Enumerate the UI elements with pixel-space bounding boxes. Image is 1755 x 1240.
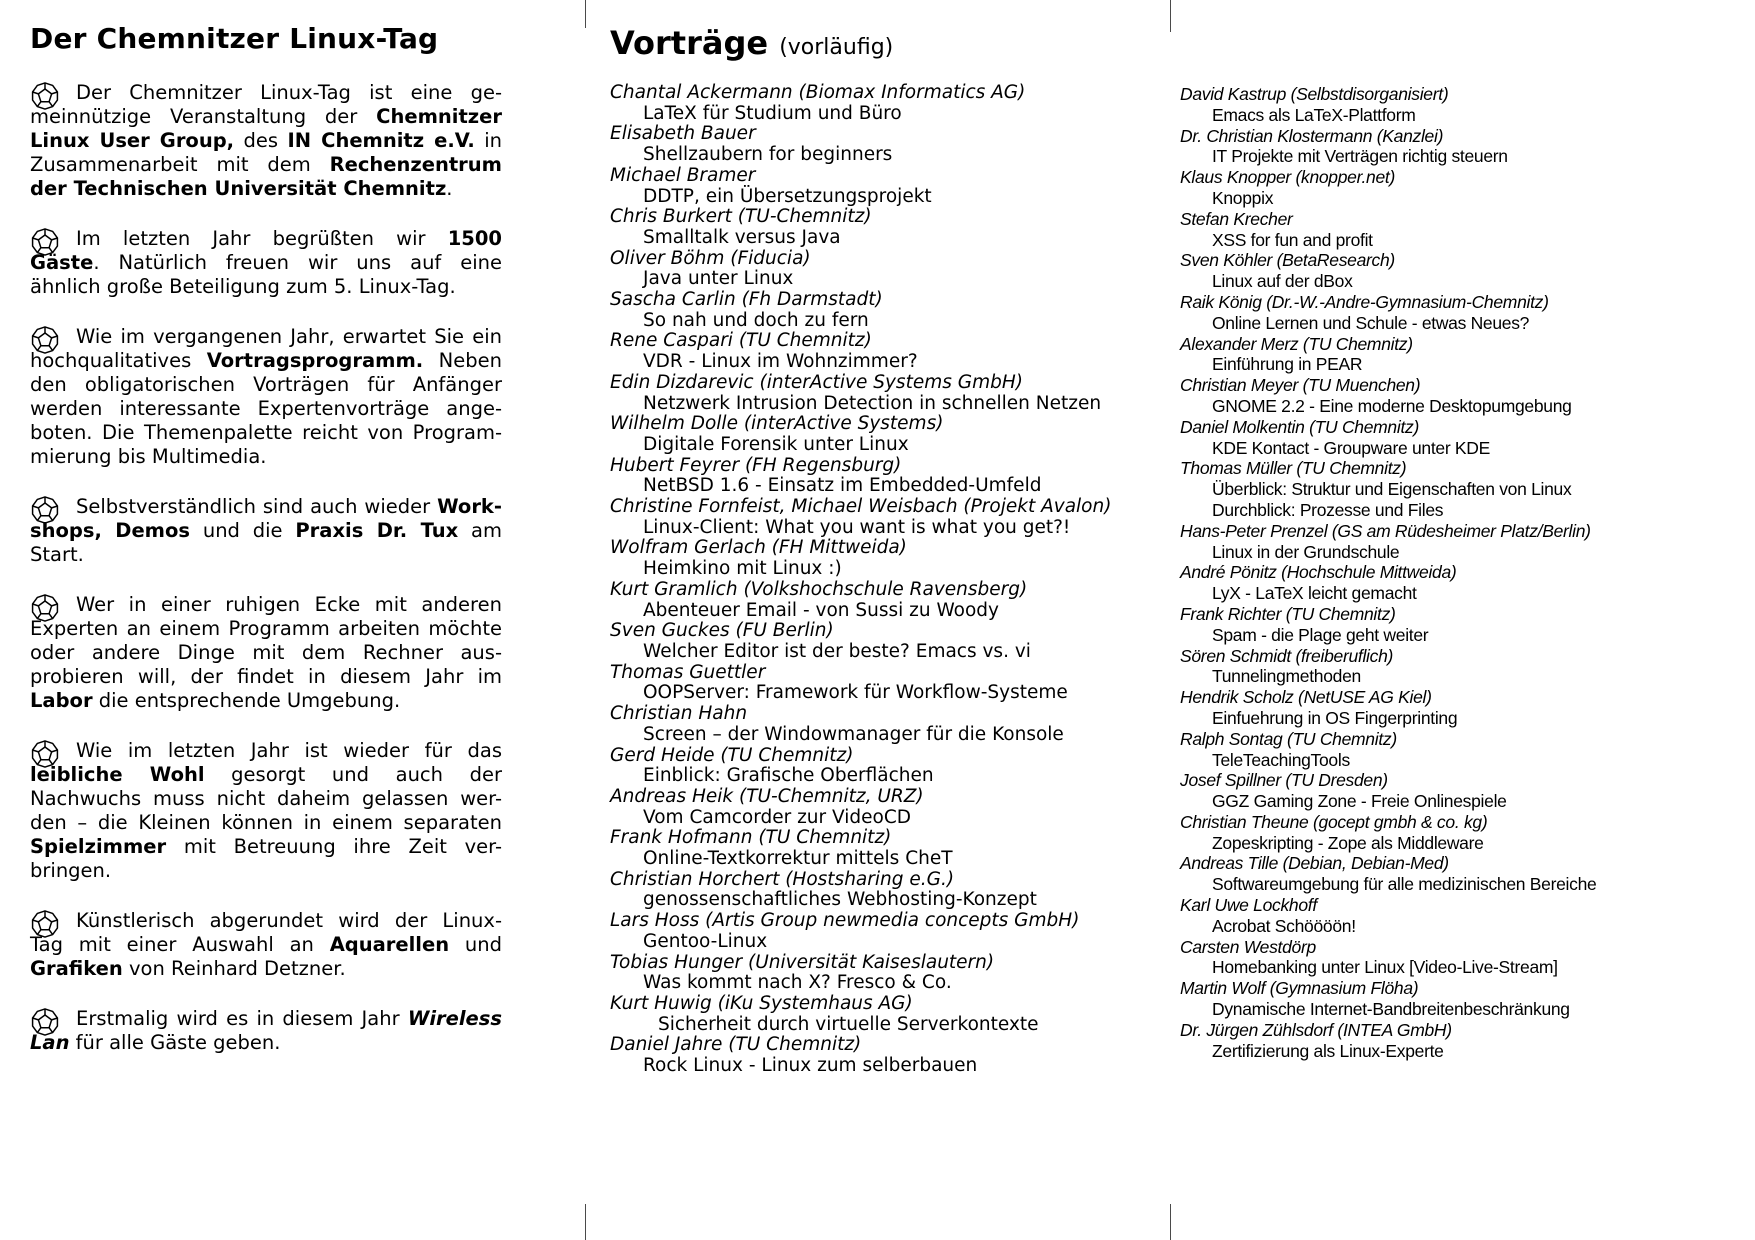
intro-paragraphs	[30, 81, 502, 1055]
talk-title: genossenschaftliches Webhosting-Konzept	[643, 889, 1037, 911]
paragraph-line	[30, 957, 502, 981]
talk-speaker: Hendrik Scholz (NetUSE AG Kiel)	[1180, 687, 1432, 708]
talks-heading-main: Vorträge	[610, 24, 769, 62]
talk-speaker: Sascha Carlin (Fh Darmstadt)	[610, 289, 883, 311]
text-segment: Der Chemnitzer Linux-Tag ist eine ge-	[76, 81, 502, 104]
paragraph-line	[30, 81, 502, 105]
paragraph-line	[30, 739, 502, 763]
talk-title: Smalltalk versus Java	[643, 226, 841, 248]
paragraph-line	[30, 495, 502, 519]
text-segment: die entsprechende Umgebung.	[92, 689, 401, 712]
talk-title: Sicherheit durch virtuelle Serverkontexte	[658, 1013, 1039, 1035]
talk-speaker: Kurt Huwig (iKu Systemhaus AG)	[610, 992, 913, 1014]
talk-speaker: Sven Köhler (BetaResearch)	[1180, 250, 1395, 271]
text-segment: hochqualitatives	[30, 349, 207, 372]
talk-title: Einblick: Grafische Oberflächen	[643, 765, 934, 787]
text-segment: Tag mit einer Auswahl an	[30, 933, 330, 956]
talk-title: IT Projekte mit Verträgen richtig steuern	[1212, 146, 1508, 167]
talk-speaker: Karl Uwe Lockhoff	[1180, 895, 1317, 916]
text-segment: Spielzimmer	[30, 835, 167, 858]
talks-column-1	[610, 24, 1130, 1077]
paragraph-line	[30, 1007, 502, 1031]
text-segment: Rechenzentrum	[329, 153, 502, 176]
talk-speaker: Carsten Westdörp	[1180, 936, 1316, 957]
talk-speaker: Hans-Peter Prenzel (GS am Rüdesheimer Platz/Berlin)	[1180, 520, 1591, 541]
talk-title: Rock Linux - Linux zum selberbauen	[643, 1055, 978, 1077]
paragraph-line	[30, 421, 502, 445]
dodecahedron-bullet-icon	[30, 496, 60, 528]
talk-speaker: Wolfram Gerlach (FH Mittweida)	[610, 537, 907, 559]
talk-speaker: André Pönitz (Hochschule Mittweida)	[1180, 562, 1457, 583]
talk-title: Linux in der Grundschule	[1212, 541, 1400, 562]
text-segment: Experten an einem Programm arbeiten möchte	[30, 617, 502, 640]
paragraph-line	[30, 373, 502, 397]
talk-title: Knoppix	[1212, 187, 1274, 208]
text-segment: den – die Kleinen können in einem separaten	[30, 811, 502, 834]
dodecahedron-bullet-icon	[30, 740, 60, 772]
paragraph-line	[30, 811, 502, 835]
paragraph-line	[30, 763, 502, 787]
paragraph-line	[30, 641, 502, 665]
dodecahedron-bullet-icon	[30, 228, 60, 260]
text-segment: 1500	[447, 227, 502, 250]
talk-speaker: Andreas Heik (TU-Chemnitz, URZ)	[610, 785, 924, 807]
talks-column-2	[1180, 84, 1745, 1061]
text-segment: meinnützige Veranstaltung der	[30, 105, 377, 128]
talk-title: Homebanking unter Linux [Video-Live-Stream]	[1212, 957, 1558, 978]
talk-title: LyX - LaTeX leicht gemacht	[1212, 583, 1417, 604]
paragraph-line	[30, 275, 502, 299]
talk-speaker: Christian Theune (gocept gmbh & co. kg)	[1180, 811, 1488, 832]
talk-speaker: Andreas Tille (Debian, Debian-Med)	[1180, 853, 1449, 874]
talk-title: Screen – der Windowmanager für die Konsole	[643, 723, 1064, 745]
intro-paragraph	[30, 1007, 502, 1055]
paragraph-line	[30, 835, 502, 859]
text-segment: IN Chemnitz e.V.	[287, 129, 475, 152]
text-segment: Erstmalig wird es in diesem Jahr	[76, 1007, 408, 1030]
talk-speaker: Tobias Hunger (Universität Kaiseslautern)	[610, 951, 995, 973]
talk-speaker: Sören Schmidt (freiberuflich)	[1180, 645, 1394, 666]
talk-title: Digitale Forensik unter Linux	[643, 433, 909, 455]
talk-title: Online Lernen und Schule - etwas Neues?	[1212, 312, 1530, 333]
text-segment: Nachwuchs muss nicht daheim gelassen wer-	[30, 787, 502, 810]
talk-title: DDTP, ein Übersetzungsprojekt	[643, 185, 932, 207]
talk-title: Zertifizierung als Linux-Experte	[1212, 1040, 1444, 1061]
paragraph-line	[30, 153, 502, 177]
talk-title: XSS for fun and profit	[1212, 229, 1373, 250]
talk-title: Vom Camcorder zur VideoCD	[643, 806, 912, 828]
talk-speaker: Edin Dizdarevic (interActive Systems GmbH)	[610, 371, 1023, 393]
text-segment: Wer in einer ruhigen Ecke mit anderen	[76, 593, 502, 616]
paragraph-line	[30, 251, 502, 275]
talk-speaker: Martin Wolf (Gymnasium Flöha)	[1180, 978, 1419, 999]
paragraph-line	[30, 177, 502, 201]
talk-title: TeleTeachingTools	[1212, 749, 1350, 770]
talk-title: Linux-Client: What you want is what you get?!	[643, 516, 1071, 538]
talk-title: GNOME 2.2 - Eine moderne Desktopumgebung	[1212, 395, 1572, 416]
talk-speaker: Raik König (Dr.-W.-Andre-Gymnasium-Chemnitz)	[1180, 291, 1549, 312]
talk-title: LaTeX für Studium und Büro	[643, 102, 902, 124]
talk-title: Abenteuer Email - von Sussi zu Woody	[643, 599, 999, 621]
talk-speaker: Rene Caspari (TU Chemnitz)	[610, 330, 872, 352]
text-segment: Selbstverständlich sind auch wieder	[76, 495, 438, 518]
talks-heading-suffix: (vorläufig)	[779, 35, 894, 60]
text-segment: Wie im letzten Jahr ist wieder für das	[76, 739, 502, 762]
intro-paragraph	[30, 593, 502, 713]
text-segment: leibliche Wohl	[30, 763, 205, 786]
talk-title: Gentoo-Linux	[643, 930, 768, 952]
talk-speaker: Frank Richter (TU Chemnitz)	[1180, 603, 1396, 624]
talk-speaker: Sven Guckes (FU Berlin)	[610, 620, 834, 642]
paragraph-line	[30, 859, 502, 883]
talk-speaker: Thomas Guettler	[610, 661, 766, 683]
text-segment: probieren will, der findet in diesem Jahr im	[30, 665, 502, 688]
text-segment: des	[234, 129, 288, 152]
talk-speaker: Michael Bramer	[610, 164, 756, 186]
talk-title: Online-Textkorrektur mittels CheT	[643, 848, 953, 870]
fold-mark-bottom-left	[585, 1204, 586, 1240]
text-segment: Aquarellen	[329, 933, 450, 956]
text-segment: Chemnitzer	[376, 105, 502, 128]
talk-title: OOPServer: Framework für Workflow-Systeme	[643, 682, 1068, 704]
text-segment: Neben	[423, 349, 502, 372]
dodecahedron-bullet-icon	[30, 82, 60, 114]
text-segment: Im letzten Jahr begrüßten wir	[76, 227, 448, 250]
text-segment: Wireless	[407, 1007, 502, 1030]
talk-speaker: Wilhelm Dolle (interActive Systems)	[610, 413, 944, 435]
talk-speaker: David Kastrup (Selbstdisorganisiert)	[1180, 84, 1449, 104]
text-segment: .	[446, 177, 453, 200]
paragraph-line	[30, 787, 502, 811]
text-segment: oder andere Dinge mit dem Rechner aus-	[30, 641, 502, 664]
talk-speaker: Elisabeth Bauer	[610, 123, 756, 145]
text-segment: und die	[190, 519, 296, 542]
paragraph-line	[30, 933, 502, 957]
talk-speaker: Lars Hoss (Artis Group newmedia concepts GmbH)	[610, 910, 1080, 932]
talk-title: NetBSD 1.6 - Einsatz im Embedded-Umfeld	[643, 475, 1042, 497]
text-segment: shops, Demos	[30, 519, 191, 542]
talk-speaker: Daniel Jahre (TU Chemnitz)	[610, 1034, 862, 1056]
talk-title: Linux auf der dBox	[1212, 271, 1353, 292]
text-segment: der Technischen Universität Chemnitz	[30, 177, 447, 200]
text-segment: Start.	[30, 543, 84, 566]
talk-speaker: Dr. Jürgen Zühlsdorf (INTEA GmbH)	[1180, 1019, 1452, 1040]
talks-heading	[610, 24, 1130, 62]
talk-speaker: Chris Burkert (TU-Chemnitz)	[610, 206, 872, 228]
text-segment: werden interessante Expertenvorträge ange-	[30, 397, 502, 420]
talk-title: Softwareumgebung für alle medizinischen Bereiche	[1212, 874, 1597, 895]
intro-paragraph	[30, 909, 502, 981]
talk-title: Was kommt nach X? Fresco & Co.	[643, 972, 952, 994]
talk-speaker: Stefan Krecher	[1180, 208, 1293, 229]
text-segment: Work-	[437, 495, 502, 518]
dodecahedron-bullet-icon	[30, 910, 60, 942]
page-title: Der Chemnitzer Linux-Tag	[30, 22, 439, 55]
talk-title: Shellzaubern for beginners	[643, 144, 893, 166]
talk-title: Java unter Linux	[643, 268, 794, 290]
talk-title: Einführung in PEAR	[1212, 354, 1363, 375]
paragraph-line	[30, 543, 502, 567]
paragraph-line	[30, 349, 502, 373]
talk-speaker: Klaus Knopper (knopper.net)	[1180, 167, 1395, 188]
talk-speaker: Christian Horchert (Hostsharing e.G.)	[610, 868, 955, 890]
text-segment: am	[458, 519, 502, 542]
text-segment: gesorgt und auch der	[204, 763, 502, 786]
talk-speaker: Thomas Müller (TU Chemnitz)	[1180, 458, 1407, 479]
talk-speaker: Oliver Böhm (Fiducia)	[610, 247, 811, 269]
talk-speaker: Kurt Gramlich (Volkshochschule Ravensberg)	[610, 578, 1028, 600]
talk-speaker: Christian Hahn	[610, 703, 748, 725]
text-segment: Labor	[30, 689, 93, 712]
intro-paragraph	[30, 227, 502, 299]
text-segment: Vortragsprogramm.	[206, 349, 424, 372]
talk-speaker: Dr. Christian Klostermann (Kanzlei)	[1180, 125, 1444, 146]
text-segment: . Natürlich freuen wir uns auf eine	[93, 251, 502, 274]
talk-speaker: Frank Hofmann (TU Chemnitz)	[610, 827, 892, 849]
talk-speaker: Josef Spillner (TU Dresden)	[1180, 770, 1388, 791]
talk-title: Spam - die Plage geht weiter	[1212, 624, 1429, 645]
talk-title: KDE Kontact - Groupware unter KDE	[1212, 437, 1491, 458]
text-segment: in	[474, 129, 502, 152]
text-segment: bringen.	[30, 859, 112, 882]
talk-speaker: Hubert Feyrer (FH Regensburg)	[610, 454, 902, 476]
dodecahedron-bullet-icon	[30, 594, 60, 626]
paragraph-line	[30, 397, 502, 421]
paragraph-line	[30, 325, 502, 349]
text-segment: ähnlich große Beteiligung zum 5. Linux-Tag.	[30, 275, 456, 298]
talk-speaker: Gerd Heide (TU Chemnitz)	[610, 744, 854, 766]
talk-title: Zopeskripting - Zope als Middleware	[1212, 832, 1484, 853]
intro-paragraph	[30, 81, 502, 201]
talk-speaker: Christine Fornfeist, Michael Weisbach (Projekt Avalon)	[610, 496, 1112, 518]
paragraph-line	[30, 689, 502, 713]
talks-list-2	[1180, 84, 1745, 1061]
talk-title: GGZ Gaming Zone - Freie Onlinespiele	[1212, 791, 1507, 812]
paragraph-line	[30, 105, 502, 129]
talk-speaker: Daniel Molkentin (TU Chemnitz)	[1180, 416, 1419, 437]
intro-paragraph	[30, 325, 502, 469]
talk-title: Durchblick: Prozesse und Files	[1212, 499, 1444, 520]
text-segment: Lan	[30, 1031, 70, 1054]
talks-list-1	[610, 83, 1130, 1077]
talk-speaker: Christian Meyer (TU Muenchen)	[1180, 375, 1421, 396]
talk-title: Dynamische Internet-Bandbreitenbeschränkung	[1212, 999, 1570, 1020]
talk-title: Netzwerk Intrusion Detection in schnellen Netzen	[643, 392, 1102, 414]
text-segment: Praxis Dr. Tux	[295, 519, 459, 542]
paragraph-line	[30, 227, 502, 251]
talk-title: Überblick: Struktur und Eigenschaften von Linux	[1212, 479, 1572, 500]
fold-mark-top-left	[585, 0, 586, 28]
talk-speaker: Chantal Ackermann (Biomax Informatics AG)	[610, 82, 1026, 103]
paragraph-line	[30, 519, 502, 543]
fold-mark-top-right	[1170, 0, 1171, 32]
text-segment: mit Betreuung ihre Zeit ver-	[166, 835, 502, 858]
dodecahedron-bullet-icon	[30, 326, 60, 358]
text-segment: von Reinhard Detzner.	[122, 957, 346, 980]
talk-title: Welcher Editor ist der beste? Emacs vs. vi	[643, 640, 1031, 662]
talk-speaker: Alexander Merz (TU Chemnitz)	[1180, 333, 1413, 354]
text-segment: Wie im vergangenen Jahr, erwartet Sie ein	[76, 325, 502, 348]
talk-title: Acrobat Schöööön!	[1212, 915, 1356, 936]
talk-title: Tunnelingmethoden	[1212, 666, 1361, 687]
paragraph-line	[30, 909, 502, 933]
fold-mark-bottom-right	[1170, 1204, 1171, 1240]
text-segment: Linux User Group,	[30, 129, 235, 152]
text-segment: für alle Gäste geben.	[69, 1031, 281, 1054]
talk-speaker: Ralph Sontag (TU Chemnitz)	[1180, 728, 1397, 749]
intro-paragraph	[30, 495, 502, 567]
talk-title: So nah und doch zu fern	[643, 309, 869, 331]
paragraph-line	[30, 445, 502, 469]
text-segment: mierung bis Multimedia.	[30, 445, 267, 468]
text-segment: boten. Die Themenpalette reicht von Program-	[30, 421, 502, 444]
talk-title: VDR - Linux im Wohnzimmer?	[643, 351, 918, 373]
paragraph-line	[30, 665, 502, 689]
text-segment: Zusammenarbeit mit dem	[30, 153, 330, 176]
text-segment: und	[449, 933, 502, 956]
text-segment: Künstlerisch abgerundet wird der Linux-	[76, 909, 502, 932]
paragraph-line	[30, 617, 502, 641]
talk-title: Einfuehrung in OS Fingerprinting	[1212, 707, 1458, 728]
dodecahedron-bullet-icon	[30, 1008, 60, 1040]
intro-paragraph	[30, 739, 502, 883]
talk-title: Heimkino mit Linux :)	[643, 558, 842, 580]
intro-column	[30, 22, 502, 1055]
paragraph-line	[30, 1031, 502, 1055]
paragraph-line	[30, 593, 502, 617]
talk-title: Emacs als LaTeX-Plattform	[1212, 104, 1416, 125]
paragraph-line	[30, 129, 502, 153]
text-segment: Gäste	[30, 251, 94, 274]
text-segment: Grafiken	[30, 957, 123, 980]
text-segment: den obligatorischen Vorträgen für Anfänger	[30, 373, 502, 396]
